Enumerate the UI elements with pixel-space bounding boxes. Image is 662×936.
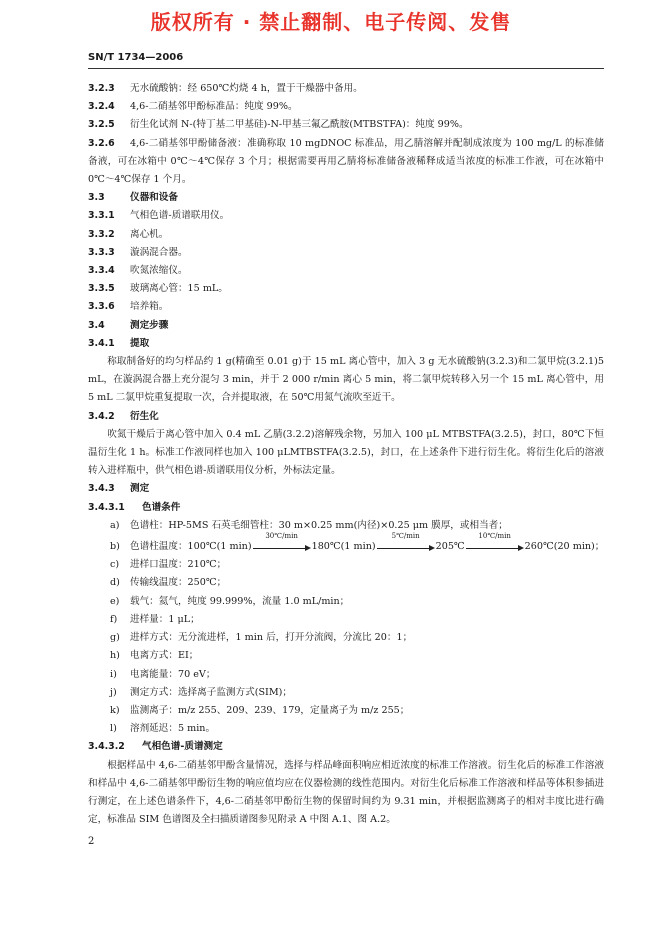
condition-e-carrier-gas: e) 载气：氦气，纯度 99.999%，流量 1.0 mL/min； — [110, 595, 350, 607]
clause-3-2-6: 3.2.6 4,6-二硝基邻甲酚储备液：准确称取 10 mgDNOC 标准品，用乙腈溶解并配制成浓度为 100 mg/L 的标准储备液，可在冰箱中 0℃～4℃保存 3 个月；根据需要再用乙腈将标准储备液稀释成适当浓度的标准工作液，可在冰箱中 0℃～4℃保存 1 个月。 — [88, 137, 604, 186]
paragraph-gcms-determination: 根据样品中 4,6-二硝基邻甲酚含量情况，选择与样品峰面积响应相近浓度的标准工作溶液。衍生化后的标准工作溶液和样品中 4,6-二硝基邻甲酚衍生物的响应值均应在仪器检测的线性范围内。对衍生化后标准工作溶液和样品等体积参插进行测定，在上述色谱条件下，4,6-二硝基邻甲酚衍生物的保留时间约为 9.31 min，并根据监测离子的相对丰度比进行确定，标准品 SIM 色谱图及全扫描质谱图参见附录 A 中图 A.1、图 A.2。 — [88, 759, 604, 826]
ramp-arrow: 10℃/min — [466, 541, 524, 553]
condition-b-oven-program: b) 色谱柱温度：100℃(1 min) 30℃/min 180℃(1 min) 5℃/min 205℃ 10℃/min 260℃(20 min)； — [110, 531, 605, 553]
condition-j-scan-mode: j) 测定方式：选择离子监测方式(SIM)； — [110, 686, 292, 698]
ramp-arrow: 5℃/min — [377, 541, 435, 553]
condition-l-solvent-delay: l) 溶剂延迟：5 min。 — [110, 723, 216, 735]
condition-d-transfer-line: d) 传输线温度：250℃； — [110, 577, 227, 589]
ramp-arrow: 30℃/min — [253, 541, 311, 553]
condition-k-monitor-ions: k) 监测离子：m/z 255、209、239、179，定量离子为 m/z 255； — [110, 704, 410, 716]
condition-a-column: a) 色谱柱：HP-5MS 石英毛细管柱：30 m×0.25 mm(内径)×0.25 μm 膜厚，或相当者； — [110, 519, 508, 531]
header-rule — [88, 68, 604, 69]
clause-3-3-6: 3.3.6 培养箱。 — [88, 301, 169, 313]
condition-i-ion-energy: i) 电离能量：70 eV； — [110, 668, 216, 680]
section-3-3-heading: 3.3 仪器和设备 — [88, 192, 178, 204]
section-3-4-3-heading: 3.4.3 测定 — [88, 483, 150, 495]
page-number: 2 — [88, 836, 95, 847]
standard-number: SN/T 1734—2006 — [88, 52, 184, 63]
section-3-4-heading: 3.4 测定步骤 — [88, 319, 169, 331]
clause-3-2-3: 3.2.3 无水硫酸钠：经 650℃灼烧 4 h，置于干燥器中备用。 — [88, 83, 363, 94]
condition-g-injection-mode: g) 进样方式：无分流进样，1 min 后，打开分流阀，分流比 20：1； — [110, 632, 413, 644]
paragraph-extraction: 称取制备好的均匀样品约 1 g(精确至 0.01 g)于 15 mL 离心管中，加入 3 g 无水硫酸钠(3.2.3)和二氯甲烷(3.2.1)5 mL，在漩涡混合器上充分混匀 3 min，并于 2 000 r/min 离心 5 min，将二氯甲烷转移入另一个 15 mL 离心管中，用 5 mL 二氯甲烷重复提取一次，合并提取液，在 50℃用氮气流吹至近干。 — [88, 356, 604, 404]
clause-3-3-2: 3.3.2 离心机。 — [88, 228, 169, 240]
section-3-4-1-heading: 3.4.1 提取 — [88, 337, 150, 349]
condition-c-inlet-temp: c) 进样口温度：210℃； — [110, 559, 227, 571]
section-3-4-2-heading: 3.4.2 衍生化 — [88, 410, 159, 422]
copyright-watermark: 版权所有 · 禁止翻制、电子传阅、发售 — [150, 10, 512, 34]
clause-3-2-5: 3.2.5 衍生化试剂 N-(特丁基二甲基硅)-N-甲基三氟乙酰胺(MTBSTFA)：纯度 99%。 — [88, 119, 469, 131]
clause-3-3-1: 3.3.1 气相色谱-质谱联用仪。 — [88, 210, 230, 222]
paragraph-derivatization: 吹氮干燥后于离心管中加入 0.4 mL 乙腈(3.2.2)溶解残余物，另加入 100 μL MTBSTFA(3.2.5)，封口，80℃下恒温衍生化 1 h。标准工作液同样也加入 100 μLMTBSTFA(3.2.5)，封口，在上述条件下进行衍生化。将衍生化后的溶液转入进样瓶中，供气相色谱-质谱联用仪分析，外标法定量。 — [88, 428, 604, 477]
condition-h-ionization: h) 电离方式：EI； — [110, 650, 199, 662]
clause-3-3-5: 3.3.5 玻璃离心管：15 mL。 — [88, 283, 228, 295]
clause-3-2-4: 3.2.4 4,6-二硝基邻甲酚标准品：纯度 99%。 — [88, 101, 298, 113]
clause-3-3-4: 3.3.4 吹氮浓缩仪。 — [88, 265, 188, 277]
section-3-4-3-2-heading: 3.4.3.2 气相色谱-质谱测定 — [88, 741, 223, 753]
section-3-4-3-1-heading: 3.4.3.1 色谱条件 — [88, 501, 181, 513]
condition-f-injection-volume: f) 进样量：1 μL； — [110, 613, 200, 625]
clause-3-3-3: 3.3.3 漩涡混合器。 — [88, 246, 188, 258]
document-body — [88, 80, 604, 829]
